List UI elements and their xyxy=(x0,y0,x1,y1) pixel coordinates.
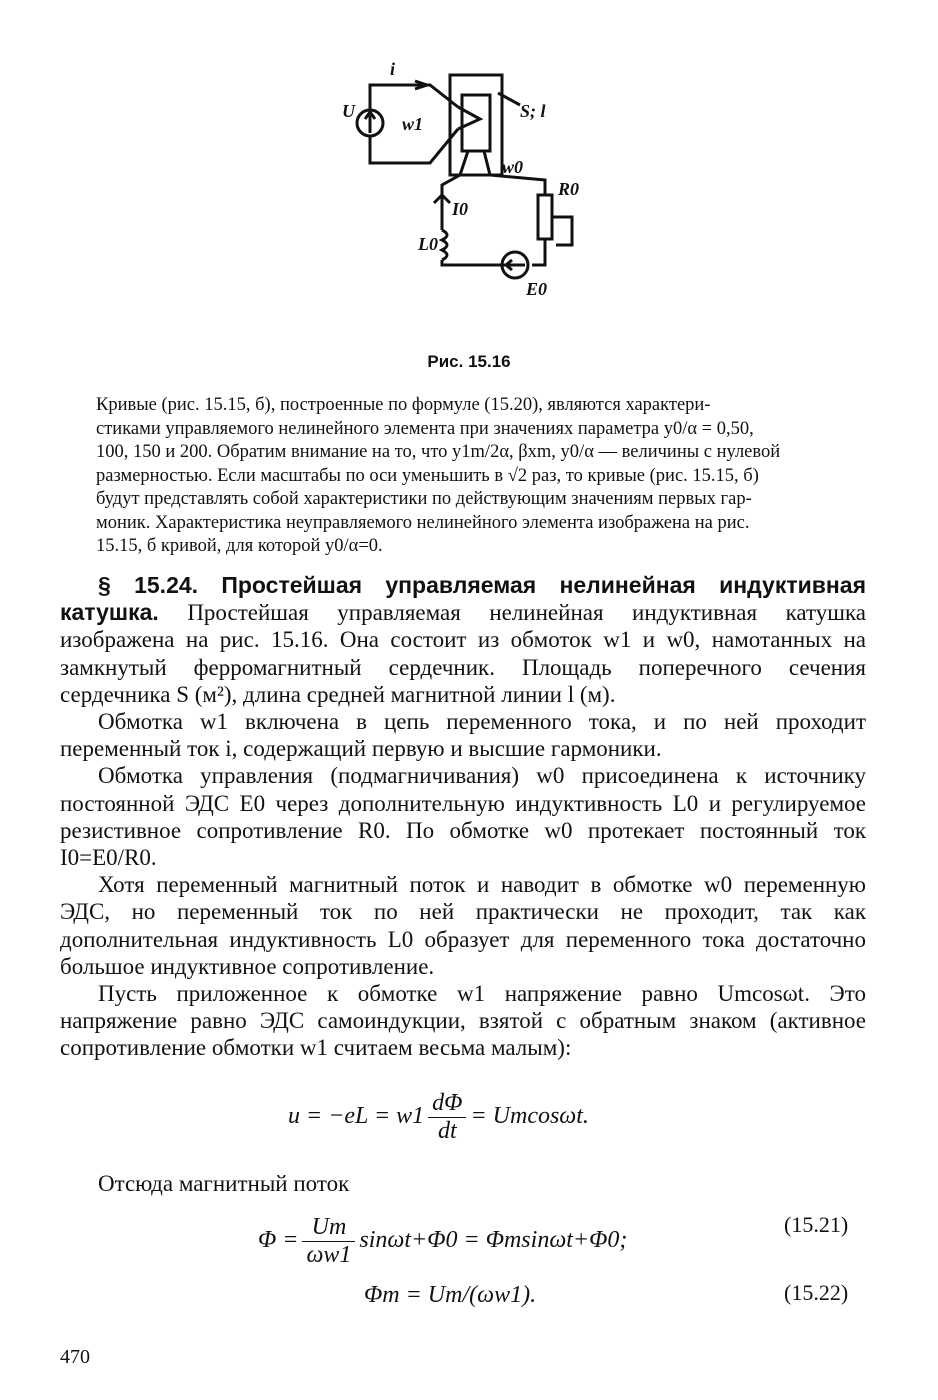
eq2-fraction xyxy=(302,1214,355,1269)
small-line: 15.15, б кривой, для которой y0/α=0. xyxy=(96,536,383,556)
core-inner xyxy=(462,95,490,151)
main-text xyxy=(60,572,866,1062)
small-line: моник. Характеристика неуправляемого нелинейного элемента изображена на рис. xyxy=(96,512,750,533)
resistor-R0 xyxy=(538,195,552,239)
circuit-diagram xyxy=(320,55,620,315)
eq1-den: dt xyxy=(437,1118,457,1144)
small-paragraph xyxy=(96,394,866,559)
figure-caption: Рис. 15.16 xyxy=(427,352,511,371)
label-current: i xyxy=(390,59,396,79)
section-text: Простейшая управляемая нелинейная индуктивная катушка изображена на рис. 15.16. Она состоит из обмоток w1 и w0, намотанных на замкнутый ферромагнитный сердечник. Площадь поперечного сечения сердечника S (м²), длина средней магнитной линии l (м). xyxy=(60,600,866,707)
label-w0: w0 xyxy=(502,157,524,177)
label-E0: E0 xyxy=(526,279,548,299)
paragraph: Хотя переменный магнитный поток и наводит в обмотке w0 переменную ЭДС, но переменный ток по ней практически не проходит, так как дополнительная индуктивность L0 образует для переменного тока достаточно большое индуктивное сопротивление. xyxy=(60,872,866,979)
page-number: 470 xyxy=(60,1346,90,1368)
label-L0: L0 xyxy=(418,234,438,254)
label-w1: w1 xyxy=(402,114,424,134)
eq1-right: = Umcosωt. xyxy=(470,1103,589,1130)
eq1-num: dΦ xyxy=(428,1090,466,1118)
equation-3: Φm = Um/(ωw1). xyxy=(364,1282,537,1308)
small-line: Кривые (рис. 15.15, б), построенные по формуле (15.20), являются характери- xyxy=(96,395,711,415)
eq1-left: u = −eL = w1 xyxy=(288,1103,425,1130)
core-outer xyxy=(450,75,502,175)
eq2-right: sinωt+Φ0 = Φmsinωt+Φ0; xyxy=(359,1227,628,1254)
section-title: § 15.24. Простейшая управляемая нелинейная индуктивная катушка. xyxy=(60,572,866,626)
paragraph: Пусть приложенное к обмотке w1 напряжение равно Umcosωt. Это напряжение равно ЭДС самоиндукции, взятой с обратным знаком (активное сопротивление обмотки w1 считаем весьма малым): xyxy=(60,981,866,1061)
inductor-L0 xyxy=(442,230,447,260)
eq2-den: ωw1 xyxy=(306,1242,352,1268)
small-line: будут представлять собой характеристики по действующим значениям первых гар- xyxy=(96,489,752,509)
eq2-left: Φ = xyxy=(258,1227,299,1254)
equation-2 xyxy=(258,1214,627,1269)
eq2-num: Um xyxy=(302,1214,355,1242)
circuit-figure xyxy=(320,55,620,315)
label-I0: I0 xyxy=(452,199,469,219)
small-line: стиками управляемого нелинейного элемента при значениях параметра y0/α = 0,50, xyxy=(96,418,754,439)
eq1-fraction xyxy=(428,1090,466,1145)
equation-2-number: (15.21) xyxy=(784,1212,849,1237)
small-line: 100, 150 и 200. Обратим внимание на то, что y1m/2α, βxm, y0/α — величины с нулевой xyxy=(96,442,781,462)
equation-1 xyxy=(288,1090,589,1145)
section-paragraph xyxy=(60,572,866,708)
hence-text: Отсюда магнитный поток xyxy=(98,1171,350,1196)
paragraph: Обмотка w1 включена в цепь переменного тока, и по ней проходит переменный ток i, содержащий первую и высшие гармоники. xyxy=(60,709,866,762)
label-voltage: U xyxy=(342,101,355,121)
paragraph: Обмотка управления (подмагничивания) w0 присоединена к источнику постоянной ЭДС E0 через дополнительную индуктивность L0 и регулируемое резистивное сопротивление R0. По обмотке w0 протекает постоянный ток I0=E0/R0. xyxy=(60,763,866,871)
label-core: S; l xyxy=(520,101,546,121)
small-line: размерностью. Если масштабы по оси уменьшить в √2 раз, то кривые (рис. 15.15, б) xyxy=(96,465,759,486)
label-R0: R0 xyxy=(558,179,580,199)
equation-3-number: (15.22) xyxy=(784,1280,849,1305)
